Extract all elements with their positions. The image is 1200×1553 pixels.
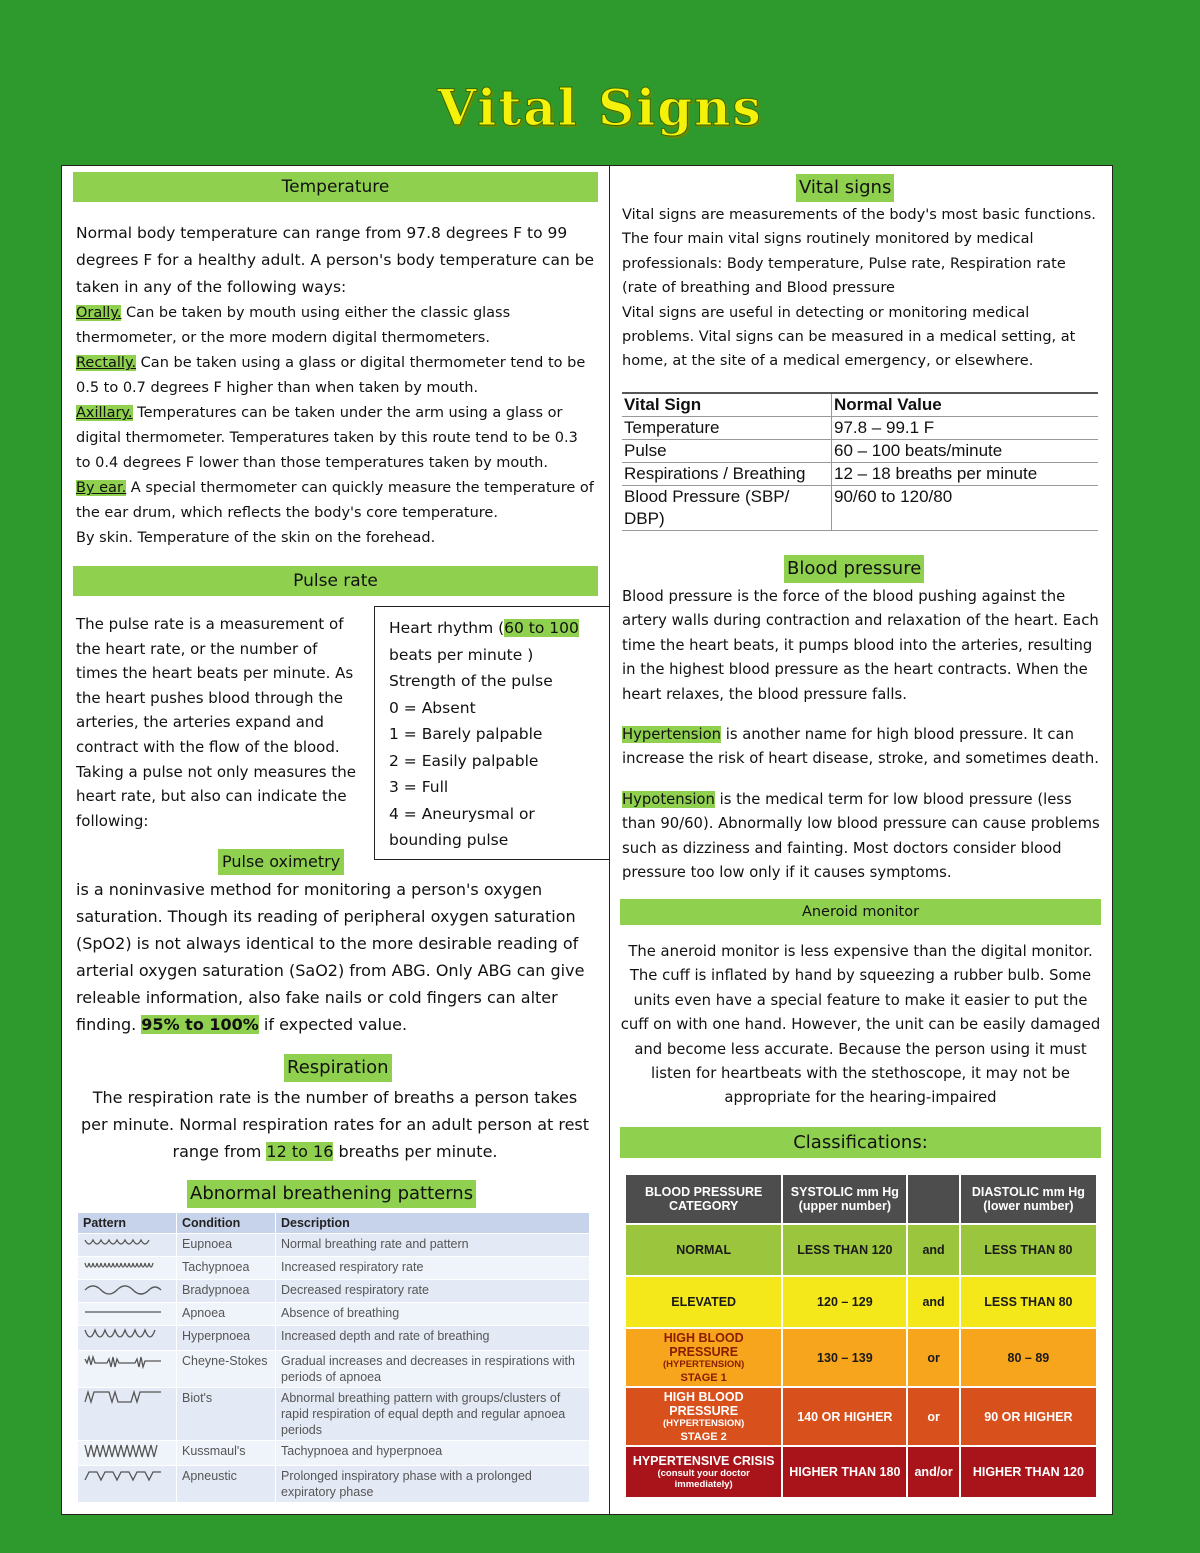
table-row: Tachypnoea Increased respiratory rate xyxy=(78,1257,590,1280)
pulse-box-line: 4 = Aneurysmal or bounding pulse xyxy=(389,804,535,849)
hypotension-para: Hypotension is the medical term for low blood pressure (less than 90/60). Abnormally low blood pressure can cause problems such as dizziness and fainting. Most doctors consider blood pressure too low only if it causes symptoms. xyxy=(622,790,1100,882)
temperature-intro: Normal body temperature can range from 97.8 degrees F to 99 degrees F for a healthy adult. A person's body temperature can be taken in any of the following ways: xyxy=(76,224,595,296)
temperature-method: By ear. A special thermometer can quickly measure the temperature of the ear drum, which reflects the body's core temperature. xyxy=(76,480,594,521)
apneustic-pattern-icon xyxy=(78,1466,177,1503)
kussmauls-pattern-icon xyxy=(78,1441,177,1466)
pulse-text: The pulse rate is a measurement of the heart rate, or the number of times the heart beats per minute. As the heart pushes blood through the arteries, the arteries expand and contract with the flow of the blood. Taking a pulse not only measures the heart rate, but also can indicate the following: xyxy=(76,615,356,830)
vital-signs-text: Vital signs are measurements of the body's most basic functions. The four main vital signs routinely monitored by medical professionals: Body temperature, Pulse rate, Respiration rate (rate of breathing and Blood pressure Vital signs are useful in detecting or monitoring medical problems. Vital signs can be measured in a medical setting, at home, at the site of a medical emergency, or elsewhere. xyxy=(622,207,1096,370)
temperature-method: Rectally. Can be taken using a glass or digital thermometer tend to be 0.5 to 0.7 degrees F higher than when taken by mouth. xyxy=(76,355,586,396)
pulse-heading: Pulse rate xyxy=(73,566,598,596)
cheyne-stokes-pattern-icon xyxy=(78,1351,177,1388)
temperature-heading: Temperature xyxy=(73,172,598,202)
page-title: Vital Signs xyxy=(437,78,763,137)
abnormal-heading: Abnormal breathening patterns xyxy=(187,1180,476,1208)
classifications-heading: Classifications: xyxy=(620,1127,1101,1158)
table-row: Kussmaul's Tachypnoea and hyperpnoea xyxy=(78,1441,590,1466)
abnormal-breathing-table xyxy=(77,1212,590,1503)
heart-rhythm-line: Heart rhythm (60 to 100 beats per minute ) xyxy=(389,619,579,664)
table-row: HIGH BLOOD PRESSURE (HYPERTENSION) STAGE 2 140 OR HIGHER or 90 OR HIGHER xyxy=(625,1387,1097,1446)
pulse-box-line: Strength of the pulse xyxy=(389,672,553,690)
table-row: Blood Pressure (SBP/ DBP) 90/60 to 120/80 xyxy=(622,486,1098,531)
table-row: Apnoea Absence of breathing xyxy=(78,1303,590,1326)
table-row: Biot's Abnormal breathing pattern with groups/clusters of rapid respiration of equal depth and regular apnoea periods xyxy=(78,1388,590,1441)
table-row xyxy=(625,1174,1097,1224)
hyperpnoea-pattern-icon xyxy=(78,1326,177,1351)
pulse-indicators-box xyxy=(374,606,610,860)
aneroid-text: The aneroid monitor is less expensive than the digital monitor. The cuff is inflated by hand by squeezing a rubber bulb. Some units even have a special feature to make it easier to put the cuff on with one hand. However, the unit can be easily damaged and become less accurate. Because the person using it must listen for heartbeats with the stethoscope, it may not be appropriate for the hearing-impaired xyxy=(620,943,1101,1107)
pulse-box-line: 2 = Easily palpable xyxy=(389,751,539,770)
respiration-range: 12 to 16 xyxy=(266,1142,334,1161)
table-row: NORMAL LESS THAN 120 and LESS THAN 80 xyxy=(625,1224,1097,1276)
oximetry-heading: Pulse oximetry xyxy=(218,849,344,875)
table-row: HIGH BLOOD PRESSURE (HYPERTENSION) STAGE 1 130 – 139 or 80 – 89 xyxy=(625,1328,1097,1387)
table-row: Eupnoea Normal breathing rate and pattern xyxy=(78,1234,590,1257)
temperature-method: Orally. Can be taken by mouth using either the classic glass thermometer, or the more modern digital thermometers. xyxy=(76,305,511,346)
table-row: Temperature 97.8 – 99.1 F xyxy=(622,417,1098,440)
table-row: HYPERTENSIVE CRISIS (consult your doctor immediately) HIGHER THAN 180 and/or HIGHER THAN 120 xyxy=(625,1446,1097,1498)
temperature-skin: By skin. Temperature of the skin on the forehead. xyxy=(76,530,436,546)
respiration-text: The respiration rate is the number of breaths a person takes per minute. Normal respiration rates for an adult person at rest range from 12 to 16 breaths per minute. xyxy=(80,1088,590,1161)
cls-col-systolic: SYSTOLIC mm Hg (upper number) xyxy=(782,1174,907,1224)
temperature-method: Axillary. Temperatures can be taken under the arm using a glass or digital thermometer. Temperatures taken by this route tend to be 0.3 to 0.4 degrees F lower than those temperatures taken by mouth. xyxy=(76,405,578,471)
temperature-text xyxy=(76,220,596,551)
blood-pressure-heading: Blood pressure xyxy=(784,555,924,583)
table-row: Hyperpnoea Increased depth and rate of breathing xyxy=(78,1326,590,1351)
table-row: Respirations / Breathing 12 – 18 breaths per minute xyxy=(622,463,1098,486)
pulse-box-line: 1 = Barely palpable xyxy=(389,725,543,743)
biots-pattern-icon xyxy=(78,1388,177,1441)
blood-pressure-text: Blood pressure is the force of the blood pushing against the artery walls during contraction and relaxation of the heart. Each time the heart beats, it pumps blood into the arteries, resulting in the highest blood pressure as the heart contracts. When the heart relaxes, the blood pressure falls. Hypertension is another name for high blood pressure. It can increase the risk of heart disease, stroke, and sometimes death. Hypotension is the medical term for low blood pressure (less than 90/60). Abnormally low blood pressure can cause problems such as dizziness and fainting. Most doctors consider blood pressure too low only if it causes symptoms. xyxy=(622,585,1100,885)
table-row: Pulse 60 – 100 beats/minute xyxy=(622,440,1098,463)
bradypnoea-pattern-icon xyxy=(78,1280,177,1303)
table-row: Cheyne-Stokes Gradual increases and decreases in respirations with periods of apnoea xyxy=(78,1351,590,1388)
abn-col-pattern: Pattern xyxy=(78,1213,177,1234)
vital-signs-heading: Vital signs xyxy=(796,174,894,202)
eupnoea-pattern-icon xyxy=(78,1234,177,1257)
tachypnoea-pattern-icon xyxy=(78,1257,177,1280)
abn-col-description: Description xyxy=(276,1213,590,1234)
bp-classification-table xyxy=(624,1173,1098,1499)
cls-col-category: BLOOD PRESSURE CATEGORY xyxy=(625,1174,782,1224)
aneroid-heading: Aneroid monitor xyxy=(620,899,1101,925)
pulse-box-line: 3 = Full xyxy=(389,778,449,796)
respiration-heading: Respiration xyxy=(284,1054,392,1082)
apnoea-pattern-icon xyxy=(78,1303,177,1326)
oximetry-range: 95% to 100% xyxy=(141,1015,259,1034)
table-row: Bradypnoea Decreased respiratory rate xyxy=(78,1280,590,1303)
cls-col-diastolic: DIASTOLIC mm Hg (lower number) xyxy=(960,1174,1097,1224)
vital-signs-table xyxy=(622,392,1098,531)
hypertension-para: Hypertension is another name for high blood pressure. It can increase the risk of heart disease, stroke, and sometimes death. xyxy=(622,726,1099,768)
table-row: ELEVATED 120 – 129 and LESS THAN 80 xyxy=(625,1276,1097,1328)
abn-col-condition: Condition xyxy=(177,1213,276,1234)
oximetry-text: is a noninvasive method for monitoring a person's oxygen saturation. Though its reading of peripheral oxygen saturation (SpO2) is not always identical to the more desirable reading of arterial oxygen saturation (SaO2) from ABG. Only ABG can give releable information, also fake nails or cold fingers can alter finding. 95% to 100% if expected value. xyxy=(76,880,585,1034)
table-row: Apneustic Prolonged inspiratory phase with a prolonged expiratory phase xyxy=(78,1466,590,1503)
table-row: Vital Sign Normal Value xyxy=(622,393,1098,417)
pulse-box-line: 0 = Absent xyxy=(389,698,476,717)
